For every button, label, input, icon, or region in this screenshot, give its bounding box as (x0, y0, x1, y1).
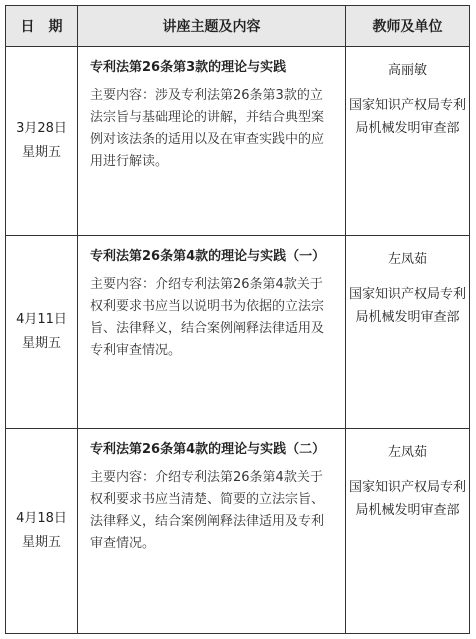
teacher-cell (346, 429, 470, 634)
table-row (6, 429, 470, 634)
date-text: 4月11日 (16, 312, 67, 327)
header-date: 日 期 (6, 6, 78, 47)
topic-cell (78, 236, 346, 429)
weekday-text: 星期五 (21, 336, 61, 351)
lecture-description: 主要内容：介绍专利法第26条第4款关于权利要求书应当清楚、简要的立法宗旨、法律释义，结合案例阐释法律适用及专利审查情况。 (90, 470, 325, 551)
teacher-cell (346, 236, 470, 429)
teacher-cell (346, 47, 470, 236)
lecture-title: 专利法第26条第3款的理论与实践 (90, 60, 287, 75)
weekday-text: 星期五 (21, 145, 61, 160)
teacher-name: 左凤茹 (387, 252, 427, 267)
lecture-schedule-table (5, 5, 470, 634)
teacher-unit: 国家知识产权局专利局机械发明审查部 (348, 287, 466, 325)
lecture-description: 主要内容：介绍专利法第26条第4款关于权利要求书应当以说明书为依据的立法宗旨、法律释义，结合案例阐释法律适用及专利审查情况。 (90, 277, 325, 358)
date-text: 4月18日 (16, 511, 67, 526)
lecture-title: 专利法第26条第4款的理论与实践（二） (90, 442, 326, 457)
topic-cell (78, 47, 346, 236)
header-topic: 讲座主题及内容 (78, 6, 346, 47)
teacher-unit: 国家知识产权局专利局机械发明审查部 (348, 480, 466, 518)
weekday-text: 星期五 (21, 535, 61, 550)
topic-cell (78, 429, 346, 634)
lecture-title: 专利法第26条第4款的理论与实践（一） (90, 249, 326, 264)
date-cell (6, 47, 78, 236)
table-row (6, 236, 470, 429)
teacher-name: 左凤茹 (387, 445, 427, 460)
lecture-description: 主要内容：涉及专利法第26条第3款的立法宗旨与基础理论的讲解，并结合典型案例对该法条的适用以及在审查实践中的应用进行解读。 (90, 88, 325, 169)
date-cell (6, 429, 78, 634)
teacher-name: 高丽敏 (387, 63, 427, 78)
header-teacher: 教师及单位 (346, 6, 470, 47)
table-header-row (6, 6, 470, 47)
table-row (6, 47, 470, 236)
teacher-unit: 国家知识产权局专利局机械发明审查部 (348, 98, 466, 136)
date-text: 3月28日 (16, 121, 67, 136)
date-cell (6, 236, 78, 429)
